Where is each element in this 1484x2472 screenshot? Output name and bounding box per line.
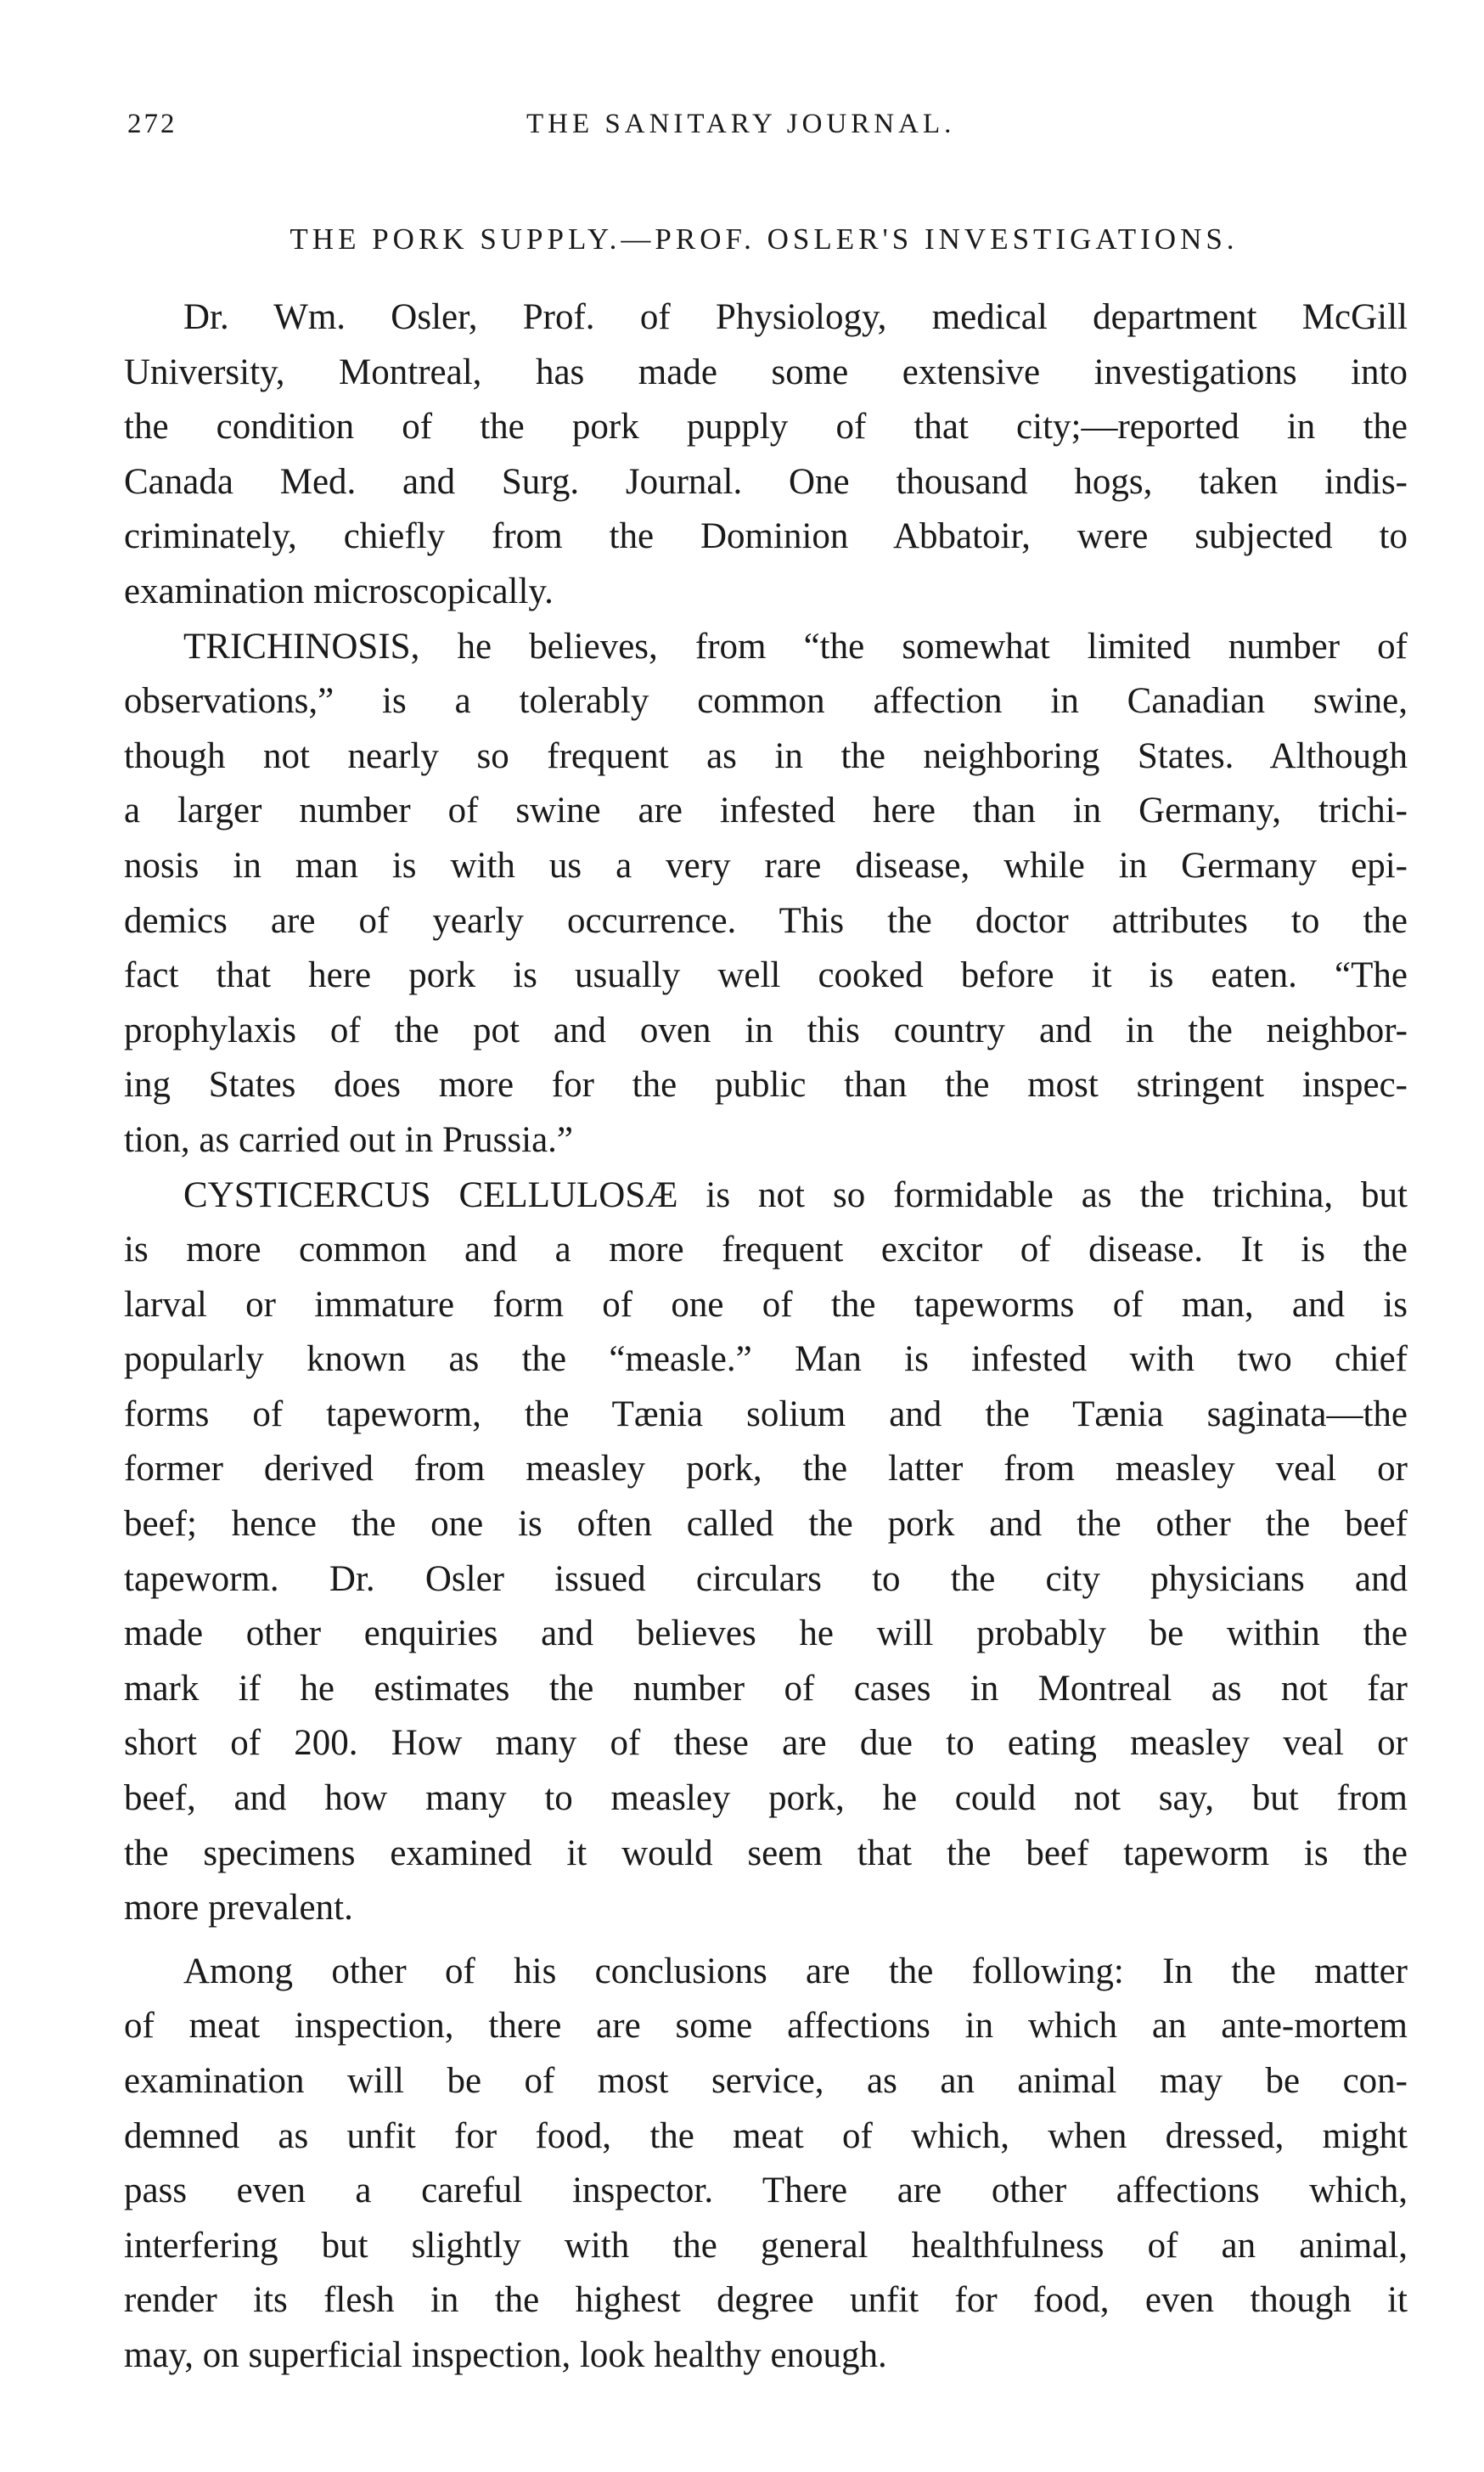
text-line: University, Montreal, has made some extensive investigations into	[124, 352, 1408, 392]
article-body	[124, 290, 1408, 2384]
text-line: mark if he estimates the number of cases in Montreal as not far	[124, 1668, 1408, 1709]
text-line: short of 200. How many of these are due to eating measley veal or	[124, 1723, 1408, 1764]
text-line: prophylaxis of the pot and oven in this country and in the neighbor-	[124, 1010, 1408, 1050]
text-line: nosis in man is with us a very rare disease, while in Germany epi-	[124, 845, 1408, 886]
text-line: of meat inspection, there are some affections in which an ante-mortem	[124, 2006, 1408, 2047]
running-head	[127, 109, 1401, 151]
text-line: former derived from measley pork, the latter from measley veal or	[124, 1449, 1408, 1489]
paragraph-introduction	[124, 290, 1408, 620]
text-line: though not nearly so frequent as in the neighboring States. Although	[124, 735, 1408, 776]
text-line: demics are of yearly occurrence. This the doctor attributes to the	[124, 900, 1408, 941]
text-line: more prevalent.	[124, 1888, 353, 1929]
text-line: tion, as carried out in Prussia.”	[124, 1119, 574, 1160]
text-line: is more common and a more frequent excitor of disease. It is the	[124, 1230, 1408, 1270]
text-line: examination microscopically.	[124, 571, 554, 611]
text-line: may, on superficial inspection, look healthy enough.	[124, 2334, 887, 2375]
text-line: made other enquiries and believes he will probably be within the	[124, 1613, 1408, 1654]
text-line: render its flesh in the highest degree unfit for food, even though it	[124, 2280, 1408, 2321]
text-line: Canada Med. and Surg. Journal. One thousand hogs, taken indis-	[124, 461, 1408, 502]
text-line: beef, and how many to measley pork, he could not say, but from	[124, 1778, 1408, 1819]
text-line: larval or immature form of one of the tapeworms of man, and is	[124, 1284, 1408, 1325]
text-line: ing States does more for the public than the most stringent inspec-	[124, 1065, 1408, 1106]
text-line: examination will be of most service, as an animal may be con-	[124, 2061, 1408, 2101]
text-line: pass even a careful inspector. There are other affections which,	[124, 2171, 1408, 2211]
text-line: the condition of the pork pupply of that city;—reported in the	[124, 407, 1408, 448]
text-line: criminately, chiefly from the Dominion Abbatoir, were subjected to	[124, 516, 1408, 557]
text-line: a larger number of swine are infested here than in Germany, trichi-	[124, 791, 1408, 831]
text-line: beef; hence the one is often called the pork and the other the beef	[124, 1504, 1408, 1545]
paragraph-trichinosis	[124, 620, 1408, 1168]
page-number: 272	[127, 109, 177, 139]
text-line: the specimens examined it would seem that the beef tapeworm is the	[124, 1833, 1408, 1873]
article-title: THE PORK SUPPLY.—PROF. OSLER'S INVESTIGATIONS.	[289, 222, 1239, 256]
text-line: observations,” is a tolerably common affection in Canadian swine,	[124, 681, 1408, 722]
text-line: Among other of his conclusions are the following: In the matter	[183, 1951, 1408, 1991]
text-line: popularly known as the “measle.” Man is infested with two chief	[124, 1339, 1408, 1380]
text-line: CYSTICERCUS CELLULOSÆ is not so formidable as the trichina, but	[183, 1174, 1408, 1215]
text-line: TRICHINOSIS, he believes, from “the somewhat limited number of	[183, 626, 1408, 667]
paragraph-conclusions	[124, 1945, 1408, 2384]
text-line: fact that here pork is usually well cooked before it is eaten. “The	[124, 955, 1408, 996]
text-line: interfering but slightly with the general healthfulness of an animal,	[124, 2225, 1408, 2266]
text-line: forms of tapeworm, the Tænia solium and the Tænia saginata—the	[124, 1394, 1408, 1434]
text-line: demned as unfit for food, the meat of which, when dressed, might	[124, 2115, 1408, 2156]
text-line: tapeworm. Dr. Osler issued circulars to the city physicians and	[124, 1558, 1408, 1599]
text-line: Dr. Wm. Osler, Prof. of Physiology, medical department McGill	[183, 297, 1408, 337]
journal-title: THE SANITARY JOURNAL.	[526, 109, 956, 139]
paragraph-cysticercus	[124, 1168, 1408, 1936]
